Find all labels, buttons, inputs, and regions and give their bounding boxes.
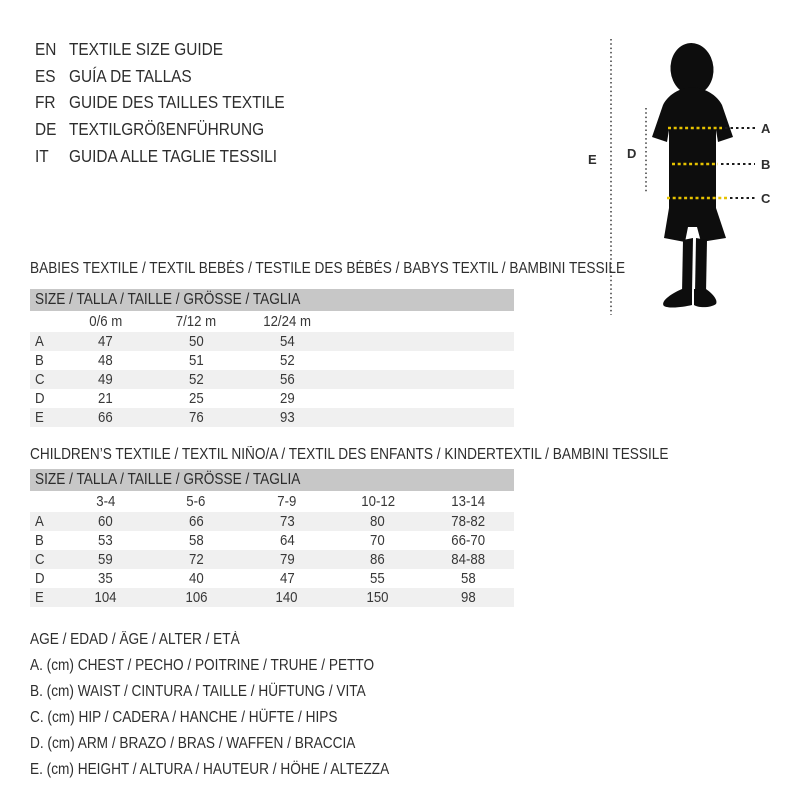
lang-row-en [35,36,314,63]
children-col-4: 13-14 [451,493,486,510]
cell: 35 [98,570,113,587]
legend-hip [30,705,438,731]
children-col-3: 10-12 [360,493,395,510]
table-row [30,569,514,588]
title-it: GUIDA ALLE TAGLIE TESSILI [69,146,278,167]
row-label: E [35,589,44,606]
legend-waist-text: B. (cm) WAIST / CINTURA / TAILLE / HÜFTUNG / VITA [30,683,366,700]
cell: 59 [98,551,113,568]
table-row [30,351,514,370]
title-en: TEXTILE SIZE GUIDE [69,38,224,59]
cell: 25 [188,390,204,407]
cell: 79 [279,551,295,568]
children-table-header-bar [30,469,514,491]
lang-row-es [35,63,314,90]
children-table [30,491,514,607]
lang-row-de [35,116,314,143]
cell: 64 [279,532,295,549]
measure-label-d: D [627,146,637,161]
title-es: GUÍA DE TALLAS [69,65,192,86]
title-fr: GUIDE DES TAILLES TEXTILE [69,92,285,113]
babies-col-0: 0/6 m [88,313,122,330]
babies-col-2: 12/24 m [263,313,311,330]
lang-code-de: DE [35,119,57,140]
cell: 58 [461,570,476,587]
row-label: C [35,551,45,568]
child-silhouette-diagram [585,25,780,325]
babies-size-table [30,289,514,427]
cell: 66 [98,409,113,426]
children-col-0: 3-4 [95,493,115,510]
row-label: A [35,513,44,530]
language-title-list [35,36,314,170]
children-section-title-text: CHILDREN’S TEXTILE / TEXTIL NIÑO/A / TEXTIL DES ENFANTS / KINDERTEXTIL / BAMBINI TESSILE [30,446,669,463]
measure-label-c: C [761,191,771,206]
cell: 104 [94,589,117,606]
cell: 48 [98,352,113,369]
babies-table-header-text: SIZE / TALLA / TAILLE / GRÖSSE / TAGLIA [35,291,301,308]
lang-row-fr [35,90,314,117]
row-label: D [35,570,45,587]
cell: 58 [188,532,204,549]
title-de: TEXTILGRÖßENFÜHRUNG [69,119,265,140]
cell: 66 [188,513,204,530]
row-label: C [35,371,45,388]
cell: 84-88 [451,551,486,568]
row-label: E [35,409,44,426]
table-row [30,588,514,607]
lang-code-it: IT [35,146,49,167]
measure-label-b: B [761,157,771,172]
cell: 54 [279,333,295,350]
table-row [30,370,514,389]
table-row [30,332,514,351]
lang-code-en: EN [35,38,57,59]
lang-code-es: ES [35,65,56,86]
legend-age [30,627,438,653]
children-col-1: 5-6 [186,493,206,510]
legend-chest-text: A. (cm) CHEST / PECHO / POITRINE / TRUHE / PETTO [30,657,375,674]
legend-height [30,757,438,783]
legend-waist [30,679,438,705]
cell: 51 [188,352,204,369]
babies-age-row [30,311,514,332]
cell: 150 [366,589,389,606]
cell: 52 [188,371,204,388]
table-row [30,408,514,427]
legend-arm [30,731,438,757]
children-section-title [30,446,756,464]
measure-label-a: A [761,121,771,136]
row-label: A [35,333,44,350]
table-row [30,512,514,531]
measurement-legend [30,627,438,783]
children-age-row [30,491,514,512]
row-label: B [35,352,44,369]
babies-section-title-text: BABIES TEXTILE / TEXTIL BEBÉS / TESTILE DES BÉBÉS / BABYS TEXTIL / BAMBINI TESSILE [30,260,626,277]
cell: 53 [98,532,113,549]
cell: 55 [370,570,386,587]
cell: 29 [279,390,295,407]
measure-label-e: E [588,152,597,167]
cell: 60 [98,513,113,530]
measurement-figure [585,25,780,325]
cell: 76 [188,409,204,426]
table-row [30,389,514,408]
cell: 66-70 [451,532,486,549]
cell: 93 [279,409,295,426]
babies-table-header-bar [30,289,514,311]
lang-code-fr: FR [35,92,56,113]
cell: 50 [188,333,204,350]
cell: 40 [188,570,204,587]
children-col-2: 7-9 [277,493,297,510]
legend-hip-text: C. (cm) HIP / CADERA / HANCHE / HÜFTE / HIPS [30,709,338,726]
children-size-table [30,469,514,607]
cell: 78-82 [451,513,486,530]
cell: 86 [370,551,386,568]
babies-col-1: 7/12 m [176,313,217,330]
lang-row-it [35,143,314,170]
legend-arm-text: D. (cm) ARM / BRAZO / BRAS / WAFFEN / BRACCIA [30,735,356,752]
cell: 47 [98,333,113,350]
legend-height-text: E. (cm) HEIGHT / ALTURA / HAUTEUR / HÖHE / ALTEZZA [30,761,390,778]
cell: 70 [370,532,386,549]
row-label: B [35,532,44,549]
cell: 73 [279,513,295,530]
cell: 98 [461,589,476,606]
cell: 106 [185,589,208,606]
cell: 72 [188,551,204,568]
legend-age-text: AGE / EDAD / ÂGE / ALTER / ETÀ [30,631,240,648]
row-label: D [35,390,45,407]
cell: 52 [279,352,295,369]
cell: 47 [279,570,295,587]
table-row [30,550,514,569]
cell: 80 [370,513,386,530]
babies-table [30,311,514,427]
cell: 49 [98,371,113,388]
babies-section-title [30,260,706,278]
cell: 140 [275,589,298,606]
cell: 21 [98,390,113,407]
cell: 56 [279,371,295,388]
table-row [30,531,514,550]
children-table-header-text: SIZE / TALLA / TAILLE / GRÖSSE / TAGLIA [35,471,301,488]
legend-chest [30,653,438,679]
